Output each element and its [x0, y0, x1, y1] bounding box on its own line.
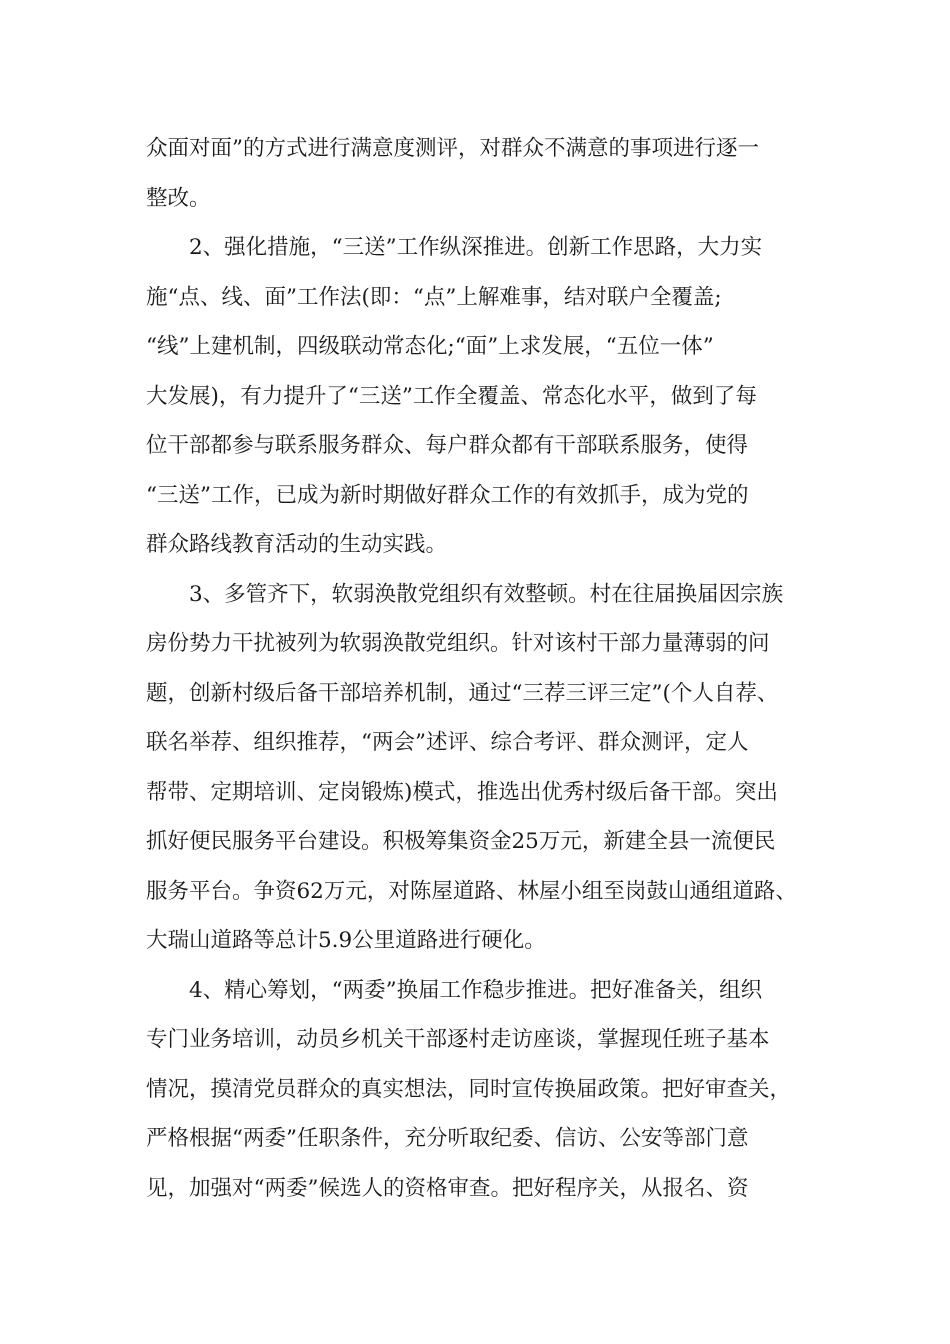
- text-line: 整改。: [146, 185, 211, 211]
- text-line: 大发展)，有力提升了“三送”工作全覆盖、常态化水平，做到了每: [146, 383, 757, 409]
- text-line: 群众路线教育活动的生动实践。: [146, 532, 448, 557]
- text-line: 抓好便民服务平台建设。积极筹集资金25万元，新建全县一流便民: [146, 829, 776, 854]
- text-line: “线”上建机制，四级联动常态化;“面”上求发展，“五位一体”: [146, 334, 714, 359]
- text-line: 众面对面”的方式进行满意度测评，对群众不满意的事项进行逐一: [146, 136, 759, 161]
- paragraph-3-start: 3、多管齐下，软弱涣散党组织有效整顿。村在往届换届因宗族: [189, 581, 784, 607]
- paragraph-4-start: 4、精心筹划，“两委”换届工作稳步推进。把好准备关，组织: [189, 977, 763, 1003]
- text-line: 题，创新村级后备干部培养机制，通过“三荐三评三定”(个人自荐、: [146, 680, 779, 706]
- text-line: 房份势力干扰被列为软弱涣散党组织。针对该村干部力量薄弱的问: [146, 631, 770, 656]
- text-line: 联名举荐、组织推荐，“两会”述评、综合考评、群众测评，定人: [146, 730, 749, 755]
- text-line: 帮带、定期培训、定岗锻炼)模式，推选出优秀村级后备干部。突出: [146, 779, 778, 805]
- text-line: 见，加强对“两委”候选人的资格审查。把好程序关，从报名、资: [146, 1175, 749, 1201]
- text-line: 严格根据“两委”任职条件，充分听取纪委、信访、公安等部门意: [146, 1126, 749, 1151]
- text-line: 情况，摸清党员群众的真实想法，同时宣传换届政策。把好审查关，: [146, 1076, 792, 1102]
- text-line: 大瑞山道路等总计5.9公里道路进行硬化。: [146, 928, 546, 953]
- text-line: 位干部都参与联系服务群众、每户群众都有干部联系服务，使得: [146, 433, 749, 458]
- document-body: [146, 124, 846, 1213]
- text-line: 施“点、线、面”工作法(即：“点”上解难事，结对联户全覆盖;: [146, 284, 722, 310]
- text-line: 服务平台。争资62万元，对陈屋道路、林屋小组至岗鼓山通组道路、: [146, 878, 797, 904]
- paragraph-2-start: 2、强化措施，“三送”工作纵深推进。创新工作思路，大力实: [189, 235, 763, 260]
- text-line: “三送”工作，已成为新时期做好群众工作的有效抓手，成为党的: [146, 482, 749, 508]
- text-line: 专门业务培训，动员乡机关干部逐村走访座谈，掌握现任班子基本: [146, 1027, 770, 1052]
